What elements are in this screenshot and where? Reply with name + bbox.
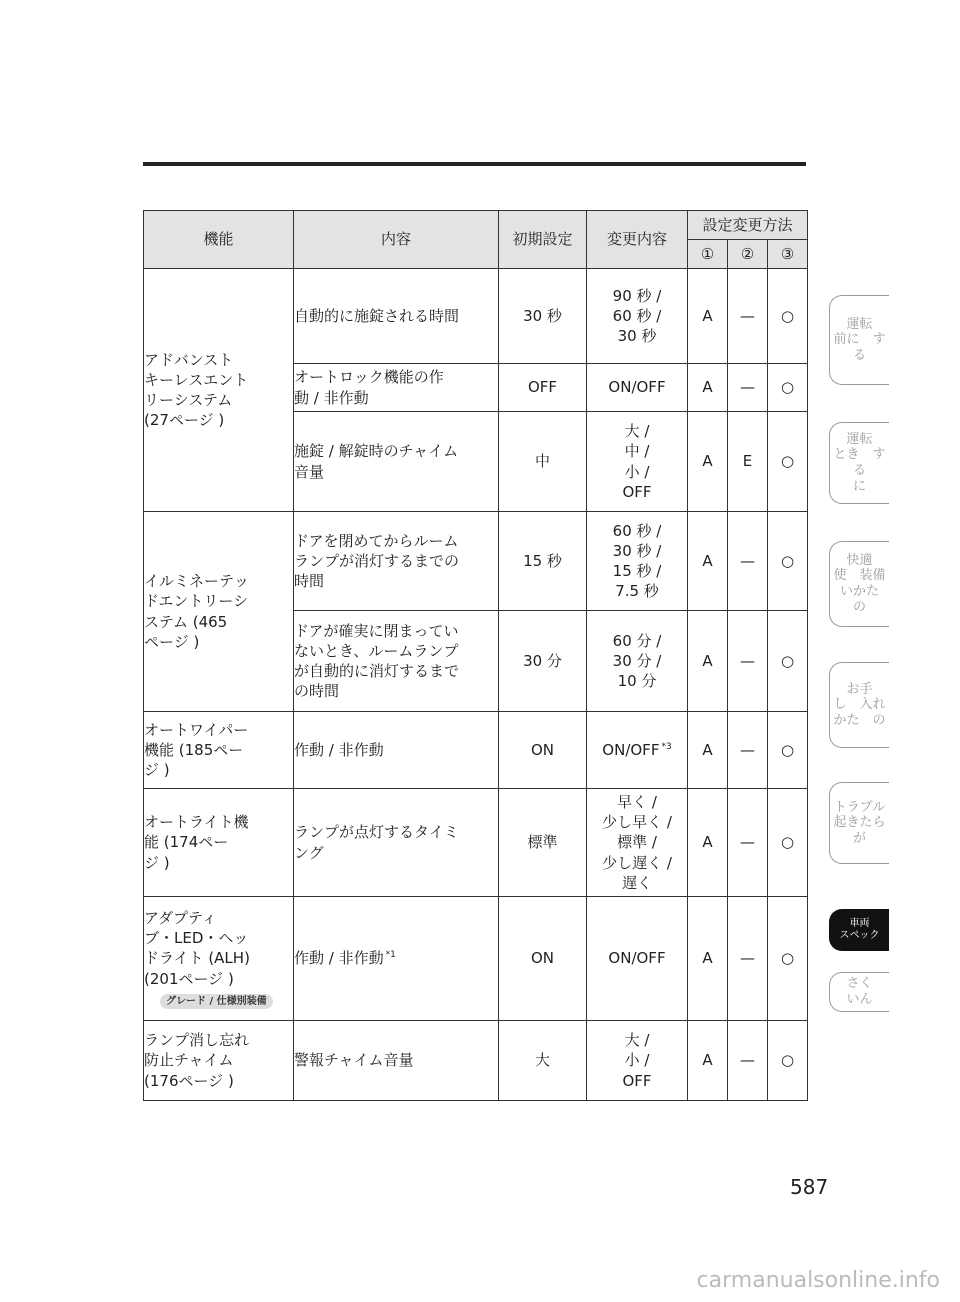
- change-options-cell: [587, 269, 688, 364]
- method-2-cell: [728, 512, 768, 611]
- method-1-cell-text: A: [702, 651, 713, 670]
- header-initial: 初期設定: [499, 211, 587, 269]
- header-method-2: ②: [728, 240, 768, 269]
- table-body: [144, 269, 808, 1101]
- change-options-cell: [587, 512, 688, 611]
- watermark: carmanualsonline.info: [696, 1268, 940, 1293]
- initial-value-cell-text: 30 分: [523, 651, 562, 670]
- function-cell: [144, 1021, 294, 1101]
- content-cell-text: オートロック機能の作 動 / 非作動: [294, 368, 444, 407]
- change-options-cell-text: 大 / 小 / OFF: [622, 1031, 652, 1090]
- content-cell: [294, 789, 499, 897]
- method-3-cell-text: ○: [780, 651, 795, 670]
- function-cell: [144, 789, 294, 897]
- change-options-cell: [587, 611, 688, 712]
- grade-badge: グレード / 仕様別装備: [160, 994, 273, 1010]
- header-method-1: ①: [688, 240, 728, 269]
- table-row: [144, 269, 808, 364]
- table-row: [144, 512, 808, 611]
- method-1-cell: [688, 1021, 728, 1101]
- change-options-cell-text: 60 分 / 30 分 / 10 分: [612, 631, 662, 691]
- method-3-cell-text: ○: [780, 949, 795, 968]
- function-name: オートワイパー 機能 (185ペー ジ ): [144, 720, 249, 780]
- method-3-cell-text: ○: [780, 452, 795, 471]
- method-1-cell-text: A: [702, 1051, 713, 1070]
- method-3-cell-text: ○: [780, 833, 795, 852]
- side-tab[interactable]: お手 し 入れ かた の: [829, 662, 889, 748]
- change-options-cell-text: ON/OFF: [608, 378, 666, 397]
- settings-table: [143, 210, 808, 1101]
- method-3-cell: [768, 512, 808, 611]
- initial-value-cell: [499, 897, 587, 1021]
- header-method: 設定変更方法: [688, 211, 808, 240]
- initial-value-cell-text: 中: [534, 452, 550, 471]
- side-tab[interactable]: トラブル 起きたら が: [829, 782, 889, 864]
- method-3-cell: [768, 364, 808, 412]
- side-tab[interactable]: 運転 とき する に: [829, 422, 889, 504]
- method-2-cell-text: —: [740, 551, 755, 570]
- method-1-cell: [688, 412, 728, 512]
- footnote-mark: *1: [385, 950, 396, 961]
- method-3-cell: [768, 789, 808, 897]
- method-1-cell: [688, 269, 728, 364]
- footnote-mark: *3: [661, 741, 672, 752]
- header-content: 内容: [294, 211, 499, 269]
- change-options-cell-text: 早く / 少し早く / 標準 / 少し遅く / 遅く: [602, 792, 672, 892]
- initial-value-cell: [499, 412, 587, 512]
- function-name: ランプ消し忘れ 防止チャイム (176ページ ): [144, 1031, 250, 1090]
- method-1-cell: [688, 611, 728, 712]
- method-2-cell-text: —: [740, 378, 755, 397]
- initial-value-cell-text: 15 秒: [523, 551, 562, 570]
- top-rule: [143, 162, 806, 166]
- method-2-cell: [728, 897, 768, 1021]
- method-3-cell: [768, 269, 808, 364]
- method-2-cell-text: —: [740, 949, 755, 968]
- table-row: [144, 897, 808, 1021]
- side-tab[interactable]: 車両 スペック: [829, 909, 889, 951]
- method-2-cell: [728, 269, 768, 364]
- change-options-cell: [587, 789, 688, 897]
- function-cell: [144, 897, 294, 1021]
- change-options-cell: [587, 412, 688, 512]
- method-2-cell-text: —: [740, 1051, 755, 1070]
- method-1-cell-text: A: [702, 949, 713, 968]
- content-cell-text: ドアが確実に閉まってい ないとき、ルームランプ が自動的に消灯するまで の時間: [294, 621, 460, 701]
- method-3-cell-text: ○: [780, 378, 795, 397]
- side-tab[interactable]: 運転 前に する: [829, 295, 889, 385]
- content-cell-text: 自動的に施錠される時間: [294, 306, 460, 325]
- initial-value-cell-text: 30 秒: [523, 306, 562, 325]
- initial-value-cell: [499, 712, 587, 789]
- table-row: [144, 789, 808, 897]
- initial-value-cell-text: 標準: [527, 833, 558, 852]
- method-3-cell-text: ○: [780, 551, 795, 570]
- content-cell: [294, 512, 499, 611]
- header-change: 変更内容: [587, 211, 688, 269]
- method-2-cell-text: —: [740, 306, 755, 325]
- method-2-cell: [728, 611, 768, 712]
- initial-value-cell: [499, 364, 587, 412]
- function-name: アダプティ ブ・LED・ヘッ ドライト (ALH) (201ページ ): [144, 908, 250, 988]
- content-cell: [294, 269, 499, 364]
- method-2-cell-text: —: [740, 833, 755, 852]
- method-3-cell: [768, 712, 808, 789]
- method-2-cell-text: —: [740, 740, 755, 759]
- method-3-cell-text: ○: [780, 740, 795, 759]
- initial-value-cell-text: ON: [530, 740, 555, 759]
- change-options-cell: [587, 1021, 688, 1101]
- method-1-cell-text: A: [702, 740, 713, 759]
- method-1-cell-text: A: [702, 378, 713, 397]
- function-cell: [144, 712, 294, 789]
- side-tab[interactable]: さく いん: [829, 972, 889, 1012]
- method-3-cell-text: ○: [780, 306, 795, 325]
- content-cell-text: 施錠 / 解錠時のチャイム 音量: [294, 442, 459, 481]
- initial-value-cell: [499, 789, 587, 897]
- method-1-cell: [688, 789, 728, 897]
- change-options-cell: [587, 897, 688, 1021]
- method-2-cell: [728, 1021, 768, 1101]
- change-options-cell: [587, 364, 688, 412]
- content-cell-text: ドアを閉めてからルーム ランプが消灯するまでの 時間: [294, 531, 460, 591]
- content-cell: [294, 364, 499, 412]
- change-options-cell-text: 90 秒 / 60 秒 / 30 秒: [612, 286, 662, 346]
- change-options-cell-text: 60 秒 / 30 秒 / 15 秒 / 7.5 秒: [612, 521, 662, 601]
- content-cell-text: 作動 / 非作動: [294, 740, 384, 759]
- initial-value-cell-text: OFF: [527, 378, 558, 397]
- method-2-cell: [728, 364, 768, 412]
- content-cell: [294, 897, 499, 1021]
- table-row: [144, 1021, 808, 1101]
- content-cell-text: ランプが点灯するタイミ ング: [294, 823, 459, 862]
- page-number: 587: [790, 1175, 829, 1199]
- header-function: 機能: [144, 211, 294, 269]
- method-1-cell: [688, 712, 728, 789]
- content-cell: [294, 611, 499, 712]
- method-1-cell-text: A: [702, 833, 713, 852]
- method-1-cell: [688, 512, 728, 611]
- content-cell: [294, 712, 499, 789]
- method-3-cell: [768, 611, 808, 712]
- method-3-cell: [768, 897, 808, 1021]
- method-1-cell: [688, 364, 728, 412]
- method-1-cell: [688, 897, 728, 1021]
- change-options-cell-text: ON/OFF: [602, 740, 660, 759]
- change-options-cell-text: ON/OFF: [608, 949, 666, 968]
- change-options-cell: [587, 712, 688, 789]
- initial-value-cell-text: ON: [530, 949, 555, 968]
- content-cell-text: 警報チャイム音量: [294, 1051, 414, 1070]
- function-name: イルミネーテッ ドエントリーシ ステム (465 ページ ): [144, 572, 250, 651]
- initial-value-cell: [499, 512, 587, 611]
- method-2-cell-text: —: [740, 651, 755, 670]
- header-method-3: ③: [768, 240, 808, 269]
- content-cell-text: 作動 / 非作動: [294, 949, 384, 968]
- function-name: アドバンスト キーレスエント リーシステム (27ページ ): [144, 350, 249, 430]
- initial-value-cell-text: 大: [534, 1051, 550, 1070]
- method-1-cell-text: A: [702, 551, 713, 570]
- function-cell: [144, 269, 294, 512]
- method-3-cell: [768, 412, 808, 512]
- method-3-cell: [768, 1021, 808, 1101]
- method-2-cell-text: E: [742, 452, 753, 471]
- method-2-cell: [728, 789, 768, 897]
- side-tab[interactable]: 快適 使 装備 いかた の: [829, 541, 889, 627]
- method-3-cell-text: ○: [780, 1051, 795, 1070]
- method-1-cell-text: A: [702, 452, 713, 471]
- initial-value-cell: [499, 269, 587, 364]
- initial-value-cell: [499, 611, 587, 712]
- change-options-cell-text: 大 / 中 / 小 / OFF: [622, 422, 652, 501]
- method-1-cell-text: A: [702, 306, 713, 325]
- content-cell: [294, 1021, 499, 1101]
- function-name: オートライト機 能 (174ペー ジ ): [144, 813, 249, 872]
- table-row: [144, 712, 808, 789]
- method-2-cell: [728, 712, 768, 789]
- function-cell: [144, 512, 294, 712]
- content-cell: [294, 412, 499, 512]
- initial-value-cell: [499, 1021, 587, 1101]
- method-2-cell: [728, 412, 768, 512]
